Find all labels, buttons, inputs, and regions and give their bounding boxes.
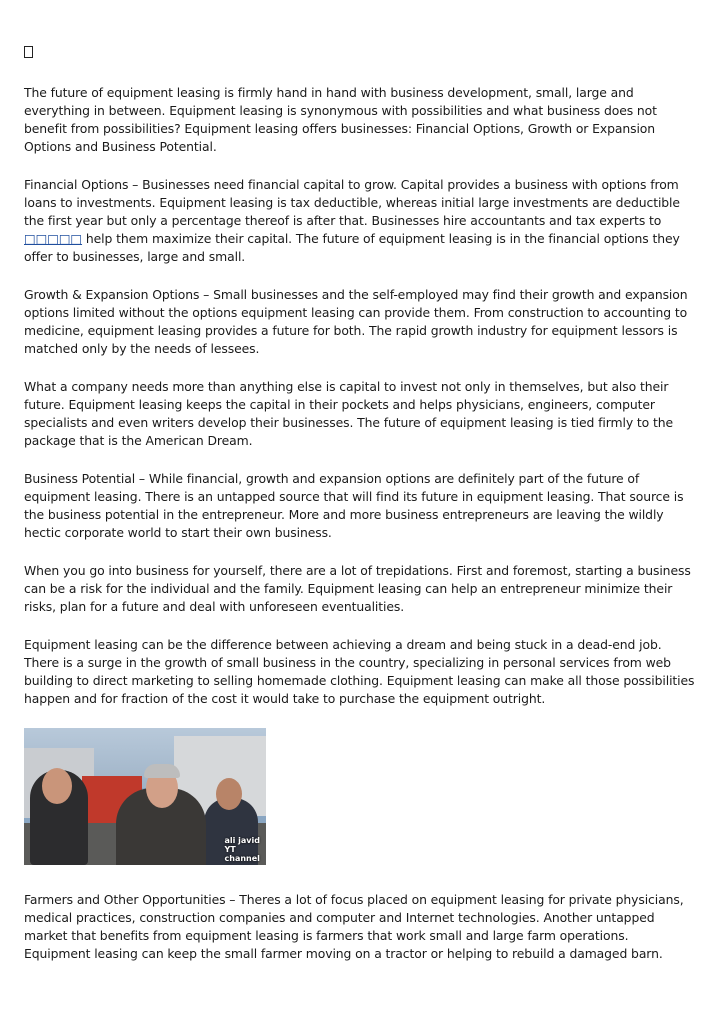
paragraph-dream: Equipment leasing can be the difference between achieving a dream and being stuck in a dead-end job. There is a surge in the growth of small business in the country, specializing in personal services from web building to direct marketing to selling homemade clothing. Equipment leasing can make all those possibilities happen and for fraction of the cost it would take to purchase the equipment outright.: [24, 637, 695, 706]
photo-hair-center: [144, 764, 180, 778]
article-body: [24, 84, 696, 983]
photo-watermark: ali javid YT channel: [224, 836, 260, 863]
paragraph-company-capital: What a company needs more than anything else is capital to invest not only in themselves, but also their future. Equipment leasing keeps the capital in their pockets and helps physicians, engineers, computer specialists and even writers develop their businesses. The future of equipment leasing is tied firmly to the package that is the American Dream.: [24, 379, 674, 448]
inline-link[interactable]: □□□□□: [24, 231, 83, 246]
photo-face-right: [216, 778, 242, 810]
paragraph-business-potential: Business Potential – While financial, growth and expansion options are definitely part of the future of equipment leasing. There is an untapped source that will find its future in equipment leasing. That source is the business potential in the entrepreneur. More and more business entrepreneurs are leaving the wildly hectic corporate world to start their own business.: [24, 471, 684, 540]
photo-face-left: [42, 768, 72, 804]
paragraph-financial-options: [24, 176, 696, 266]
paragraph-financial-text-after: help them maximize their capital. The future of equipment leasing is in the financial options they offer to businesses, large and small.: [24, 231, 680, 264]
paragraph-trepidations: When you go into business for yourself, there are a lot of trepidations. First and foremost, starting a business can be a risk for the individual and the family. Equipment leasing can help an entrepreneur minimize their risks, plan for a future and deal with unforeseen eventualities.: [24, 563, 691, 614]
paragraph-farmers: Farmers and Other Opportunities – Theres a lot of focus placed on equipment leasing for private physicians, medical practices, construction companies and computer and Internet technologies. Another untapped market that benefits from equipment leasing is farmers that work small and large farm operations. Equipment leasing can keep the small farmer moving on a tractor or helping to rebuild a damaged barn.: [24, 892, 684, 961]
paragraph-growth-expansion: Growth & Expansion Options – Small businesses and the self-employed may find their growth and expansion options limited without the options equipment leasing can provide them. From construction to accounting to medicine, equipment leasing provides a future for both. The rapid growth industry for equipment lessors is matched only by the needs of lessees.: [24, 287, 688, 356]
missing-glyph-icon: [24, 46, 33, 58]
paragraph-financial-text-before: Financial Options – Businesses need financial capital to grow. Capital provides a business with options from loans to investments. Equipment leasing is tax deductible, whereas initial large investments are deductible the first year but only a percentage thereof is after that. Businesses hire accountants and tax experts to: [24, 177, 680, 228]
article-photo: [24, 728, 266, 865]
paragraph-intro: The future of equipment leasing is firmly hand in hand with business development, small, large and everything in between. Equipment leasing is synonymous with possibilities and what business does not benefit from possibilities? Equipment leasing offers businesses: Financial Options, Growth or Expansion Options and Business Potential.: [24, 85, 657, 154]
